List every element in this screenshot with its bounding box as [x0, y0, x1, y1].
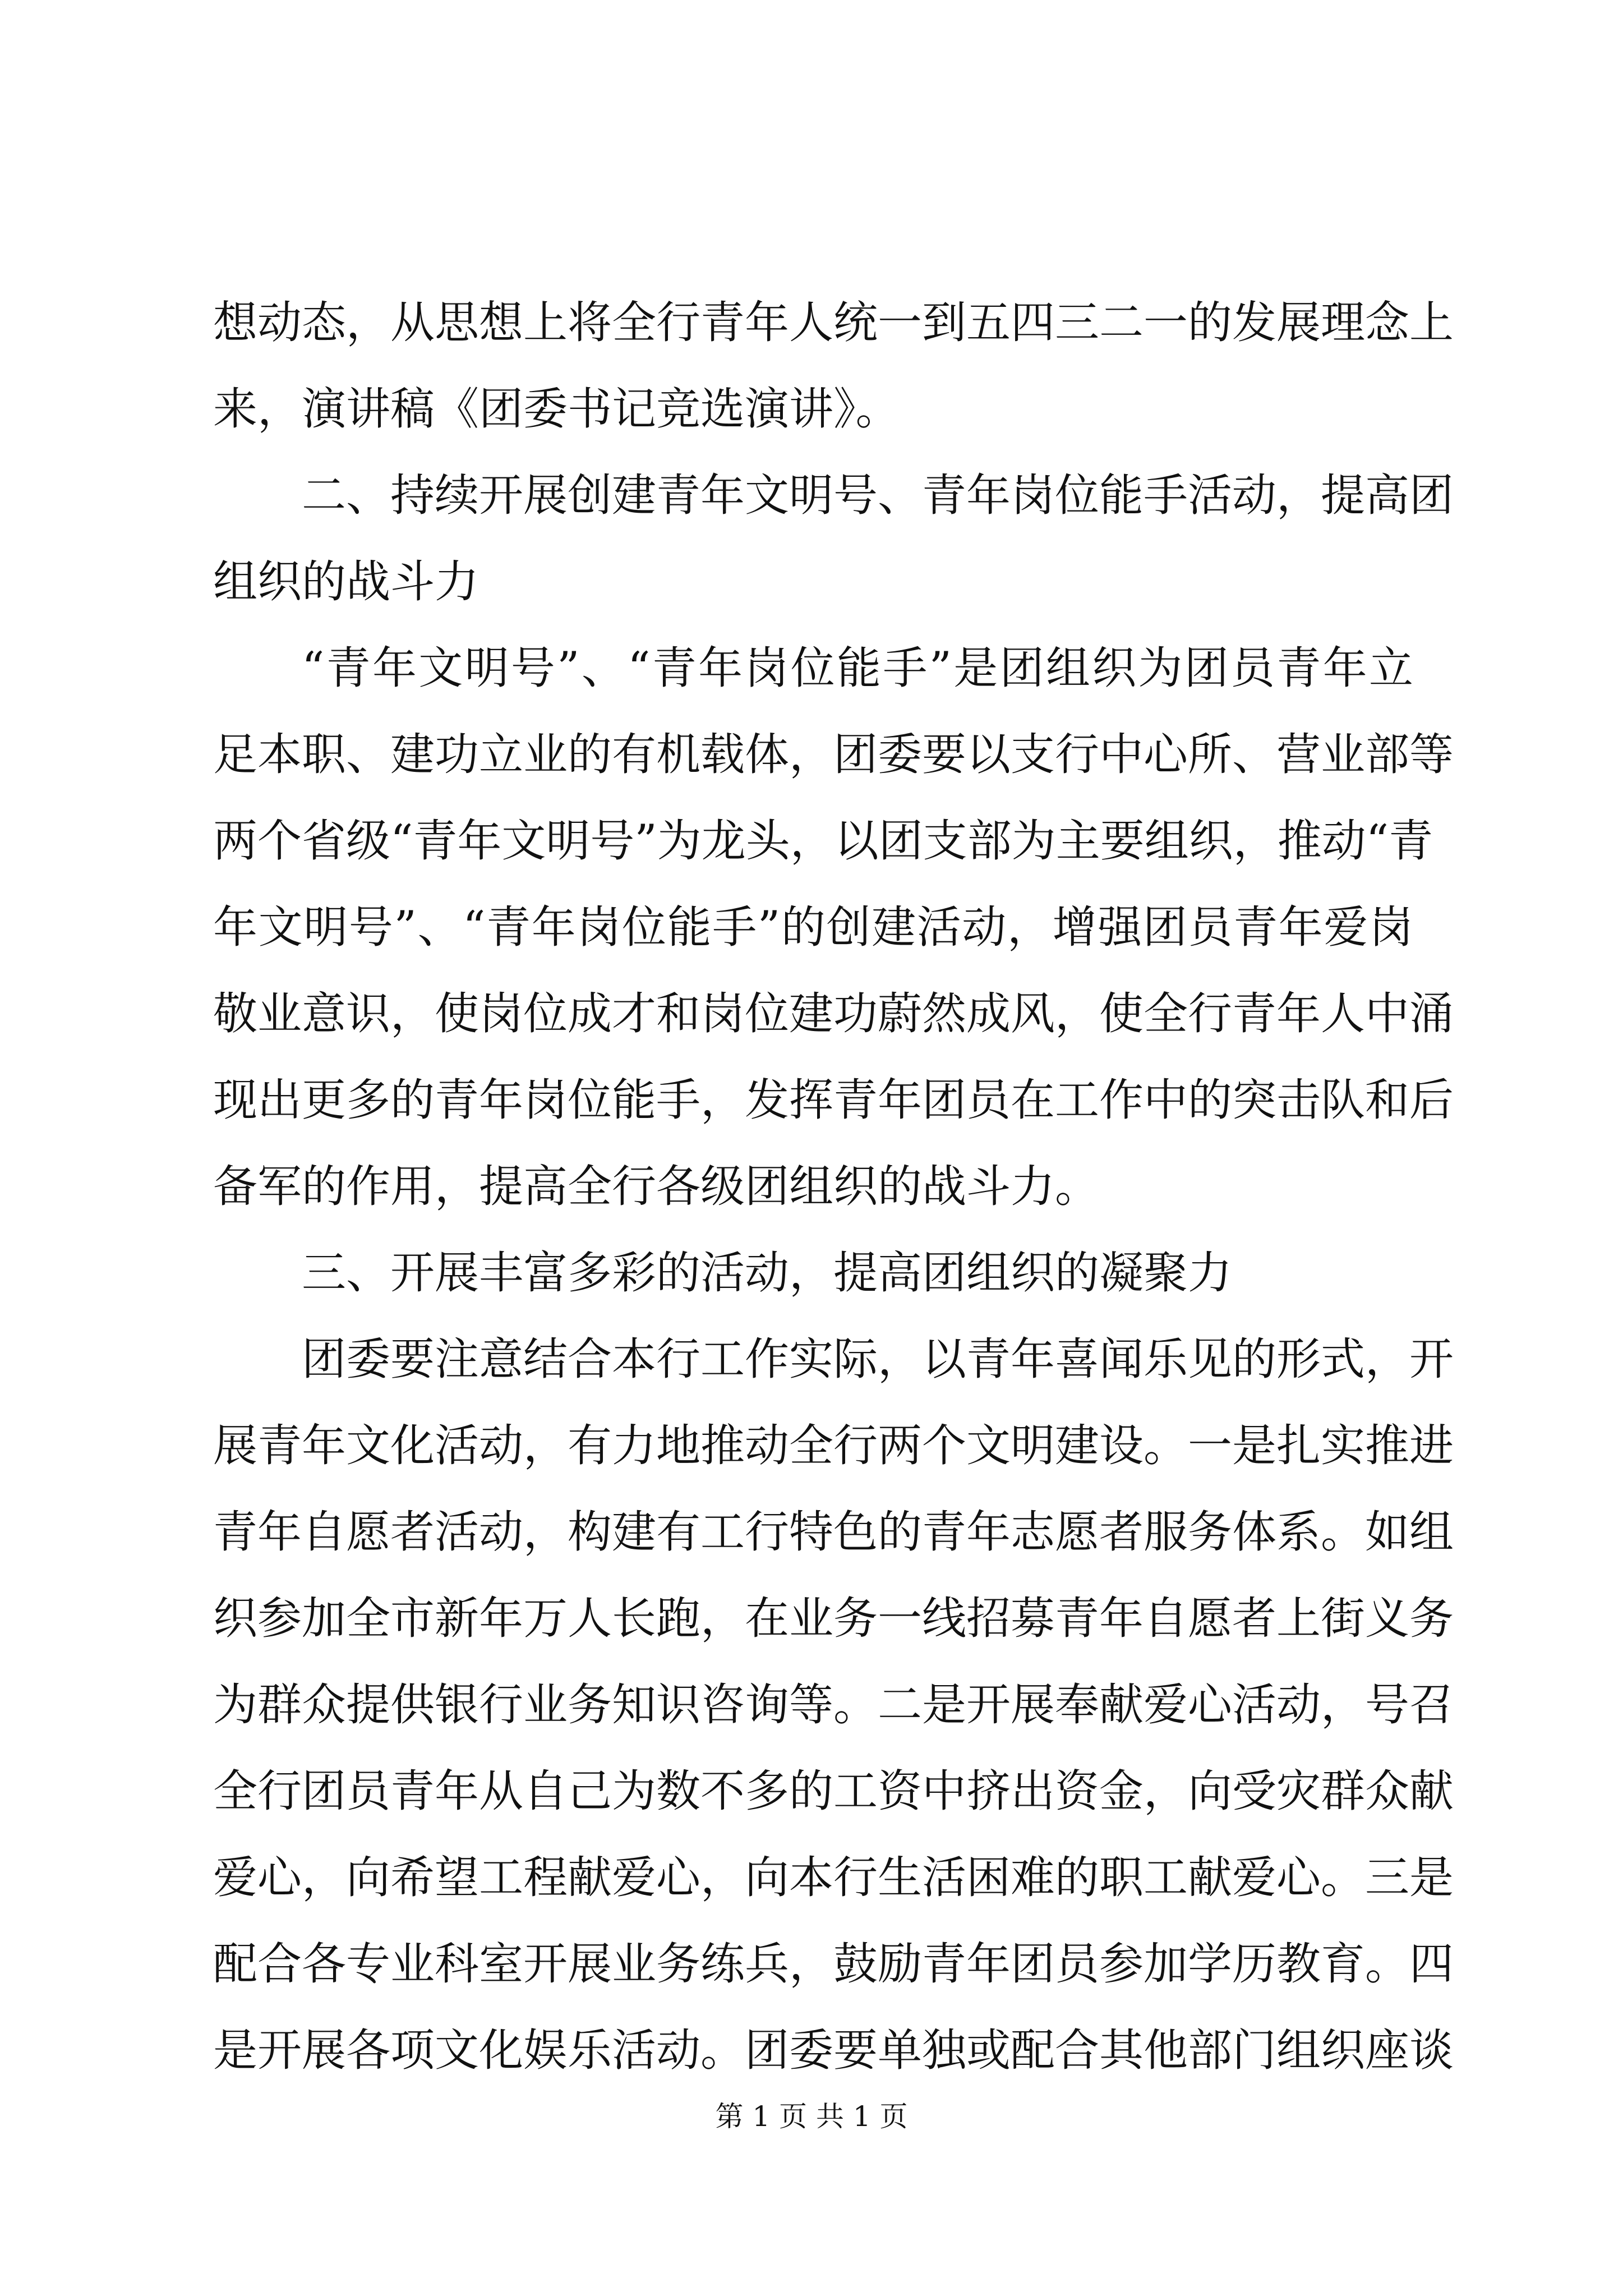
paragraph-line: 足本职、建功立业的有机载体，团委要以支行中心所、营业部等 [213, 729, 1454, 780]
paragraph-line: 是开展各项文化娱乐活动。团委要单独或配合其他部门组织座谈 [213, 2024, 1454, 2076]
paragraph-line: 三、开展丰富多彩的活动，提高团组织的凝聚力 [302, 1247, 1232, 1299]
paragraph-line: 两个省级“青年文明号”为龙头，以团支部为主要组织，推动“青 [213, 815, 1433, 867]
paragraph-4-heading [213, 1230, 1413, 1316]
paragraph-2-heading [213, 452, 1454, 625]
paragraph-line: 展青年文化活动，有力地推动全行两个文明建设。一是扎实推进 [213, 1420, 1454, 1471]
paragraph-3 [213, 625, 1454, 1230]
page-number-footer: 第 1 页 共 1 页 [715, 2100, 908, 2133]
paragraph-line: 年文明号”、“青年岗位能手”的创建活动，增强团员青年爱岗 [213, 901, 1413, 953]
paragraph-line: 团委要注意结合本行工作实际，以青年喜闻乐见的形式，开 [302, 1333, 1454, 1385]
paragraph-line: 织参加全市新年万人长跑，在业务一线招募青年自愿者上街义务 [213, 1593, 1454, 1644]
paragraph-line: 想动态，从思想上将全行青年人统一到五四三二一的发展理念上 [213, 297, 1454, 348]
paragraph-line: 爱心，向希望工程献爱心，向本行生活困难的职工献爱心。三是 [213, 1852, 1454, 1903]
paragraph-line: 组织的战斗力 [213, 556, 479, 608]
paragraph-line: 全行团员青年从自己为数不多的工资中挤出资金，向受灾群众献 [213, 1765, 1454, 1817]
paragraph-line: 敬业意识，使岗位成才和岗位建功蔚然成风，使全行青年人中涌 [213, 988, 1454, 1039]
paragraph-line: 现出更多的青年岗位能手，发挥青年团员在工作中的突击队和后 [213, 1074, 1454, 1126]
paragraph-line: “青年文明号”、“青年岗位能手”是团组织为团员青年立 [302, 642, 1413, 694]
paragraph-line: 青年自愿者活动，构建有工行特色的青年志愿者服务体系。如组 [213, 1506, 1454, 1558]
paragraph-line: 配合各专业科室开展业务练兵，鼓励青年团员参加学历教育。四 [213, 1938, 1454, 1990]
paragraph-line: 来，演讲稿《团委书记竞选演讲》。 [213, 383, 900, 435]
paragraph-line: 二、持续开展创建青年文明号、青年岗位能手活动，提高团 [302, 470, 1454, 521]
paragraph-1 [213, 279, 1454, 452]
paragraph-line: 备军的作用，提高全行各级团组织的战斗力。 [213, 1161, 1099, 1212]
paragraph-line: 为群众提供银行业务知识咨询等。二是开展奉献爱心活动，号召 [213, 1679, 1454, 1731]
paragraph-5 [213, 1316, 1454, 2093]
document-body [213, 279, 1454, 2093]
